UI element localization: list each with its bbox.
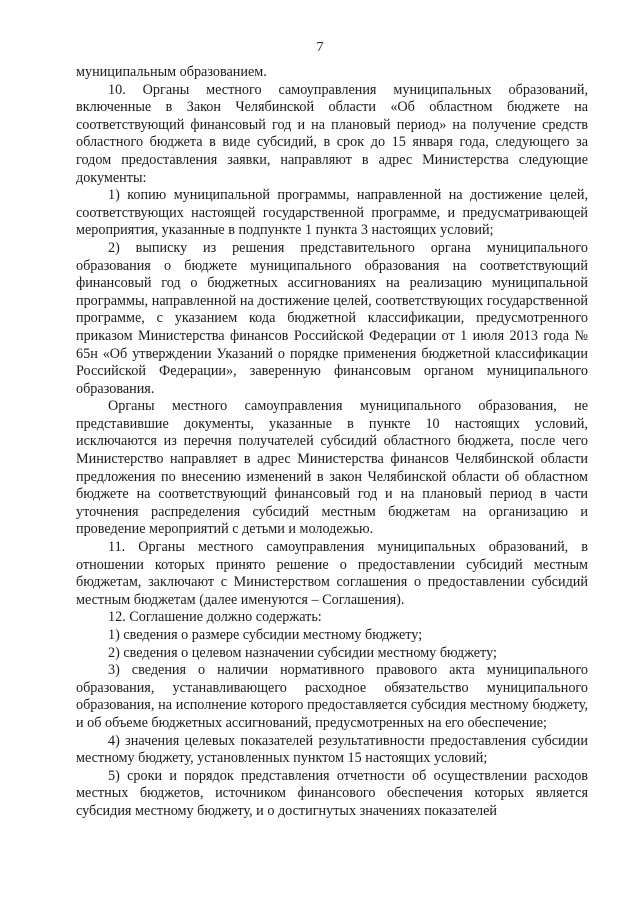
paragraph-exclusion: Органы местного самоуправления муниципального образования, не представившие документы, указанные в пункте 10 настоящих условий, исключаются из перечня получателей субсидий областного бюджета, после чего Министерство направляет в адрес Министерства финансов Челябинской области предложения по внесению изменений в закон Челябинской области об областном бюджете на соответствующий финансовый год и на плановый период в части уточнения распределения субсидий местным бюджетам на организацию и проведение мероприятий с детьми и молодежью.: [76, 398, 588, 538]
paragraph-subitem-2: 2) выписку из решения представительного органа муниципального образования о бюджете муниципального образования на соответствующий финансовый год о бюджетных ассигнованиях на реализацию муниципальной программы, направленной на достижение целей, соответствующих государственной программе, с указанием кода бюджетной классификации, предусмотренного приказом Министерства финансов Российской Федерации от 1 июля 2013 года № 65н «Об утверждении Указаний о порядке применения бюджетной классификации Российской Федерации», заверенную финансовым органом муниципального образования.: [76, 239, 588, 397]
paragraph-item-12: 12. Соглашение должно содержать:: [108, 609, 322, 626]
paragraph-subitem-2b: 2) сведения о целевом назначении субсидии местному бюджету;: [108, 644, 497, 661]
paragraph-continuation: муниципальным образованием.: [76, 64, 267, 80]
paragraph-subitem-3: 3) сведения о наличии нормативного правового акта муниципального образования, устанавливающего расходное обязательство муниципального образования, на исполнение которого предоставляется субсидия местному бюджету, и об объеме бюджетных ассигнований, предусмотренных на его обеспечение;: [76, 662, 588, 731]
page-number: 7: [316, 40, 324, 55]
paragraph-subitem-1b: 1) сведения о размере субсидии местному бюджету;: [108, 627, 423, 643]
paragraph-item-11: 11. Органы местного самоуправления муниципальных образований, в отношении которых принято решение о предоставлении субсидий местным бюджетам, заключают с Министерством соглашения о предоставлении субсидий местным бюджетам (далее именуются – Соглашения).: [76, 539, 588, 608]
paragraph-subitem-4: 4) значения целевых показателей результативности предоставления субсидии местному бюджету, установленных пунктом 15 настоящих условий;: [76, 732, 588, 767]
document-body: [76, 64, 588, 821]
paragraph-item-10: 10. Органы местного самоуправления муниципальных образований, включенные в Закон Челябинской области «Об областном бюджете на соответствующий финансовый год и на плановый период» на получение средств областного бюджета в виде субсидий, в срок до 15 января года, следующего за годом предоставления заявки, направляют в адрес Министерства следующие документы:: [76, 81, 588, 186]
paragraph-subitem-1: 1) копию муниципальной программы, направленной на достижение целей, соответствующих настоящей государственной программе, и предусматривающей мероприятия, указанные в подпункте 1 пункта 3 настоящих условий;: [76, 187, 588, 239]
paragraph-subitem-5: 5) сроки и порядок представления отчетности об осуществлении расходов местных бюджетов, источником финансового обеспечения которых является субсидия местному бюджету, и о достигнутых значениях показателей: [76, 767, 588, 819]
